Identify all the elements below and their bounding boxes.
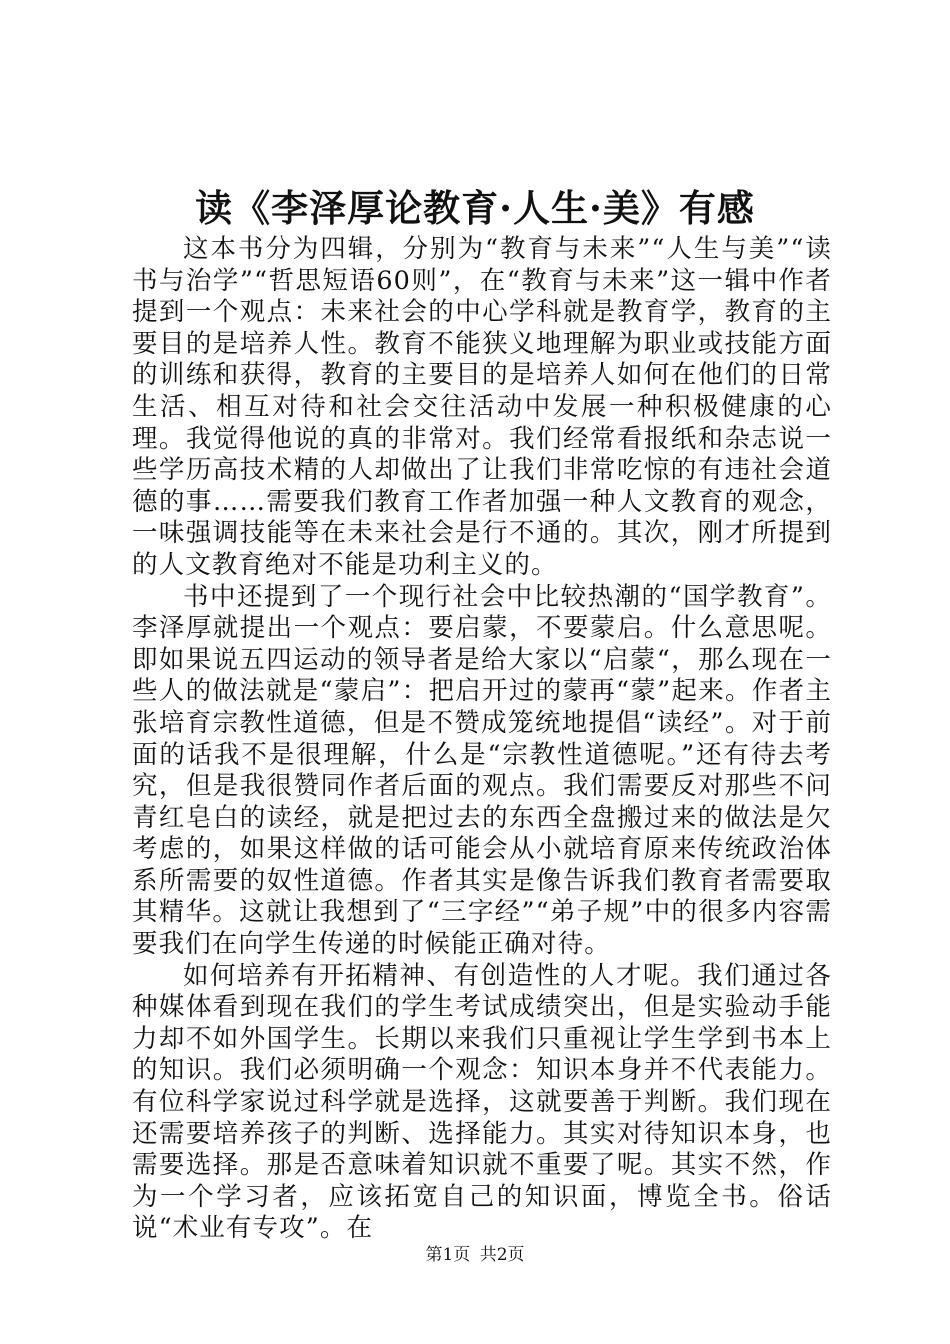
document-title: 读《李泽厚论教育·人生·美》有感 xyxy=(195,186,755,230)
paragraph: 如何培养有开拓精神、有创造性的人才呢。我们通过各种媒体看到现在我们的学生考试成绩突出，但是实验动手能力却不如外国学生。长期以来我们只重视让学生学到书本上的知识。我们必须明确一个观念：知识本身并不代表能力。有位科学家说过科学就是选择，这就要善于判断。我们现在还需要培养孩子的判断、选择能力。其实对待知识本身，也需要选择。那是否意味着知识就不重要了呢。其实不然，作为一个学习者，应该拓宽自己的知识面，博览全书。俗话说“术业有专攻”。在 xyxy=(132,960,832,1244)
paragraph: 这本书分为四辑，分别为“教育与未来”“人生与美”“读书与治学”“哲思短语60则”，在“教育与未来”这一辑中作者提到一个观点：未来社会的中心学科就是教育学，教育的主要目的是培养人性。教育不能狭义地理解为职业或技能方面的训练和获得，教育的主要目的是培养人如何在他们的日常生活、相互对待和社会交往活动中发展一种积极健康的心理。我觉得他说的真的非常对。我们经常看报纸和杂志说一些学历高技术精的人却做出了让我们非常吃惊的有违社会道德的事……需要我们教育工作者加强一种人文教育的观念，一味强调技能等在未来社会是行不通的。其次，刚才所提到的人文教育绝对不能是功利主义的。 xyxy=(132,234,832,580)
paragraph: 书中还提到了一个现行社会中比较热潮的“国学教育”。李泽厚就提出一个观点：要启蒙，不要蒙启。什么意思呢。即如果说五四运动的领导者是给大家以“启蒙“，那么现在一些人的做法就是“蒙启”：把启开过的蒙再“蒙”起来。作者主张培育宗教性道德，但是不赞成笼统地提倡“读经”。对于前面的话我不是很理解，什么是“宗教性道德呢。”还有待去考究，但是我很赞同作者后面的观点。我们需要反对那些不问青红皂白的读经，就是把过去的东西全盘搬过来的做法是欠考虑的，如果这样做的话可能会从小就培育原来传统政治体系所需要的奴性道德。作者其实是像告诉我们教育者需要取其精华。这就让我想到了“三字经”“弟子规”中的很多内容需要我们在向学生传递的时候能正确对待。 xyxy=(132,581,832,960)
document-body xyxy=(132,234,832,1245)
page-number: 第1页 xyxy=(425,1245,471,1265)
page-total: 共2页 xyxy=(479,1245,525,1265)
page-footer xyxy=(0,1243,950,1267)
